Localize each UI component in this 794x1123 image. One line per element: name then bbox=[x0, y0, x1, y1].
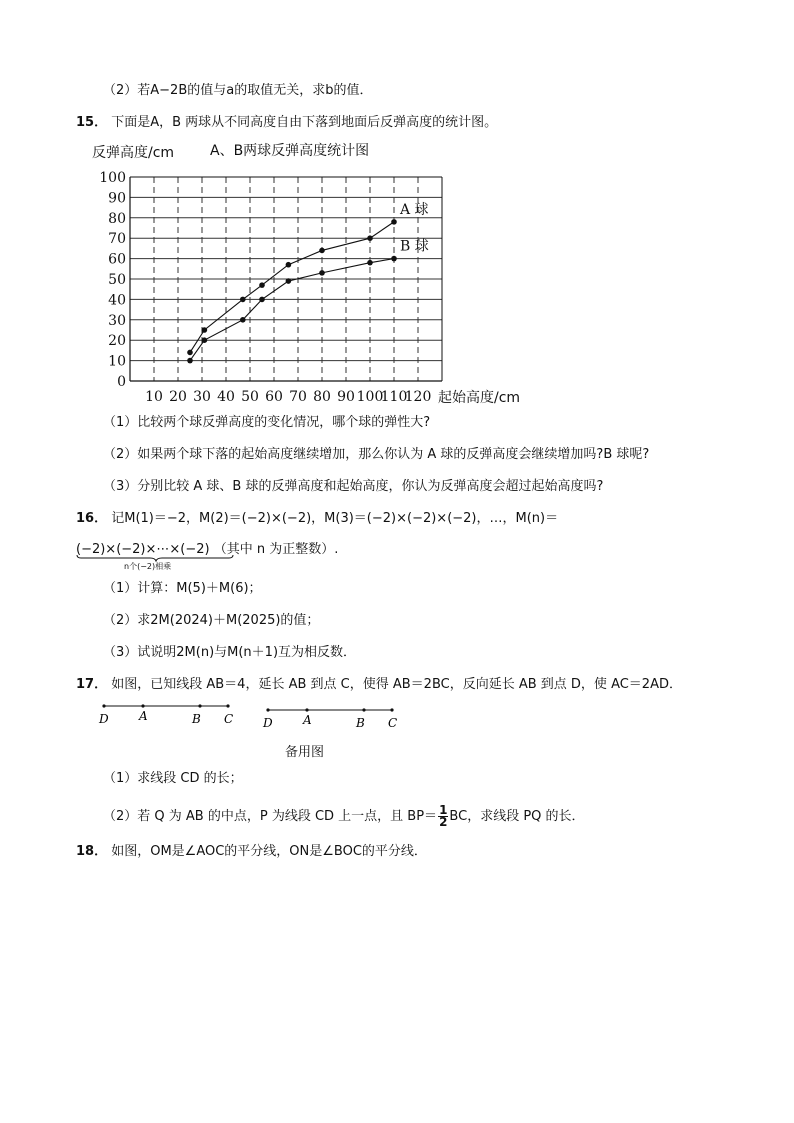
q15-stem: 下面是A，B 两球从不同高度自由下落到地面后反弹高度的统计图。 bbox=[111, 115, 498, 130]
spare-figure-caption: 备用图 bbox=[285, 745, 325, 760]
data-point-b bbox=[319, 270, 325, 276]
chart-tick-labels bbox=[99, 170, 431, 405]
q16-brace-label: n个(−2)相乘 bbox=[124, 562, 172, 571]
x-tick-label: 80 bbox=[313, 389, 331, 405]
spare-point-label-d: D bbox=[263, 716, 273, 730]
x-tick-label: 110 bbox=[380, 389, 408, 405]
x-tick-label: 40 bbox=[217, 389, 235, 405]
q16-product-block bbox=[76, 538, 339, 571]
y-tick-label: 90 bbox=[108, 190, 126, 207]
point-label-a: A bbox=[139, 709, 148, 723]
q16-stem: 记M(1)＝−2，M(2)＝(−2)×(−2)，M(3)＝(−2)×(−2)×(−2)，…，M(n)＝ bbox=[111, 511, 559, 526]
y-tick-label: 20 bbox=[108, 333, 126, 350]
q15-part2: （2）如果两个球下落的起始高度继续增加，那么你认为 A 球的反弹高度会继续增加吗?B 球呢? bbox=[103, 447, 650, 462]
q14-part2: （2）若A−2B的值与a的取值无关，求b的值． bbox=[103, 83, 373, 98]
q16-number: 16． bbox=[76, 511, 108, 526]
chart-x-label: 起始高度/cm bbox=[438, 390, 521, 406]
y-tick-label: 60 bbox=[108, 251, 126, 268]
chart-series bbox=[187, 202, 429, 364]
q18-stem: 如图，OM是∠AOC的平分线，ON是∠BOC的平分线． bbox=[111, 844, 427, 859]
data-point-b bbox=[286, 278, 292, 284]
frac-denominator: 2 bbox=[439, 815, 448, 829]
chart-y-label: 反弹高度/cm bbox=[92, 145, 175, 161]
q18-stem-line bbox=[76, 843, 427, 861]
segment-figure-spare bbox=[260, 702, 410, 732]
data-point-a bbox=[391, 219, 397, 225]
y-tick-label: 30 bbox=[108, 312, 126, 329]
data-point-a bbox=[319, 248, 325, 254]
chart-title: A、B两球反弹高度统计图 bbox=[210, 143, 370, 159]
data-point-b bbox=[240, 317, 246, 323]
point-label-c: C bbox=[224, 712, 234, 726]
series-label-b: B 球 bbox=[400, 238, 429, 255]
x-tick-label: 100 bbox=[356, 389, 384, 405]
q16-stem-tail: （其中 n 为正整数）. bbox=[213, 542, 339, 557]
spare-point-label-b: B bbox=[356, 716, 365, 730]
x-tick-label: 60 bbox=[265, 389, 283, 405]
x-tick-label: 20 bbox=[169, 389, 187, 405]
spare-point-label-a: A bbox=[303, 713, 312, 727]
chart-grid bbox=[130, 177, 442, 381]
q16-product: (−2)×(−2)×⋯×(−2) bbox=[76, 542, 210, 557]
q16-stem-line bbox=[76, 510, 558, 528]
q18-number: 18． bbox=[76, 844, 108, 859]
rebound-height-chart bbox=[88, 140, 538, 410]
data-point-b bbox=[259, 297, 265, 303]
series-line-a bbox=[190, 222, 394, 353]
x-tick-label: 90 bbox=[337, 389, 355, 405]
data-point-a bbox=[202, 327, 208, 333]
q17-stem: 如图，已知线段 AB＝4，延长 AB 到点 C，使得 AB＝2BC，反向延长 AB 到点 D，使 AC＝2AD． bbox=[111, 677, 682, 692]
data-point-b bbox=[187, 358, 193, 364]
q16-part2: （2）求2M(2024)＋M(2025)的值； bbox=[103, 613, 320, 628]
y-tick-label: 0 bbox=[117, 374, 126, 390]
q17-number: 17． bbox=[76, 677, 108, 692]
segment-figure-main bbox=[96, 698, 246, 728]
spare-point-label-c: C bbox=[388, 716, 398, 730]
x-tick-label: 10 bbox=[145, 389, 163, 405]
data-point-a bbox=[187, 350, 193, 356]
q16-part3: （3）试说明2M(n)与M(n＋1)互为相反数． bbox=[103, 645, 357, 660]
data-point-a bbox=[367, 235, 373, 241]
series-line-b bbox=[190, 259, 394, 361]
x-tick-label: 70 bbox=[289, 389, 307, 405]
point-label-b: B bbox=[192, 712, 201, 726]
q15-stem-line bbox=[76, 114, 497, 132]
y-tick-label: 50 bbox=[108, 272, 126, 288]
q17-part2-a: （2）若 Q 为 AB 的中点，P 为线段 CD 上一点，且 BP＝ bbox=[103, 809, 438, 824]
one-half-fraction bbox=[438, 805, 448, 828]
data-point-a bbox=[259, 282, 265, 288]
y-tick-label: 80 bbox=[108, 210, 126, 227]
data-point-a bbox=[240, 297, 246, 303]
q15-number: 15． bbox=[76, 115, 108, 130]
q16-part1: （1）计算：M(5)＋M(6)； bbox=[103, 581, 262, 596]
y-tick-label: 100 bbox=[99, 170, 126, 186]
point-label-d: D bbox=[99, 712, 109, 726]
series-label-a: A 球 bbox=[400, 201, 429, 218]
data-point-b bbox=[391, 256, 397, 262]
q17-part2-b: BC，求线段 PQ 的长． bbox=[449, 809, 585, 824]
q15-part3: （3）分别比较 A 球、B 球的反弹高度和起始高度，你认为反弹高度会超过起始高度吗? bbox=[103, 479, 604, 494]
frac-numerator: 1 bbox=[439, 803, 448, 817]
data-point-b bbox=[202, 337, 208, 343]
q17-part1: （1）求线段 CD 的长； bbox=[103, 771, 243, 786]
y-tick-label: 10 bbox=[108, 353, 126, 370]
data-point-a bbox=[286, 262, 292, 268]
y-tick-label: 70 bbox=[108, 231, 126, 248]
q15-part1: （1）比较两个球反弹高度的变化情况，哪个球的弹性大? bbox=[103, 415, 431, 430]
data-point-b bbox=[367, 260, 373, 266]
x-tick-label: 30 bbox=[193, 389, 211, 405]
q17-stem-line bbox=[76, 676, 682, 694]
q17-part2-line bbox=[103, 805, 585, 828]
y-tick-label: 40 bbox=[108, 292, 126, 309]
x-tick-label: 120 bbox=[404, 389, 432, 405]
x-tick-label: 50 bbox=[241, 389, 259, 405]
